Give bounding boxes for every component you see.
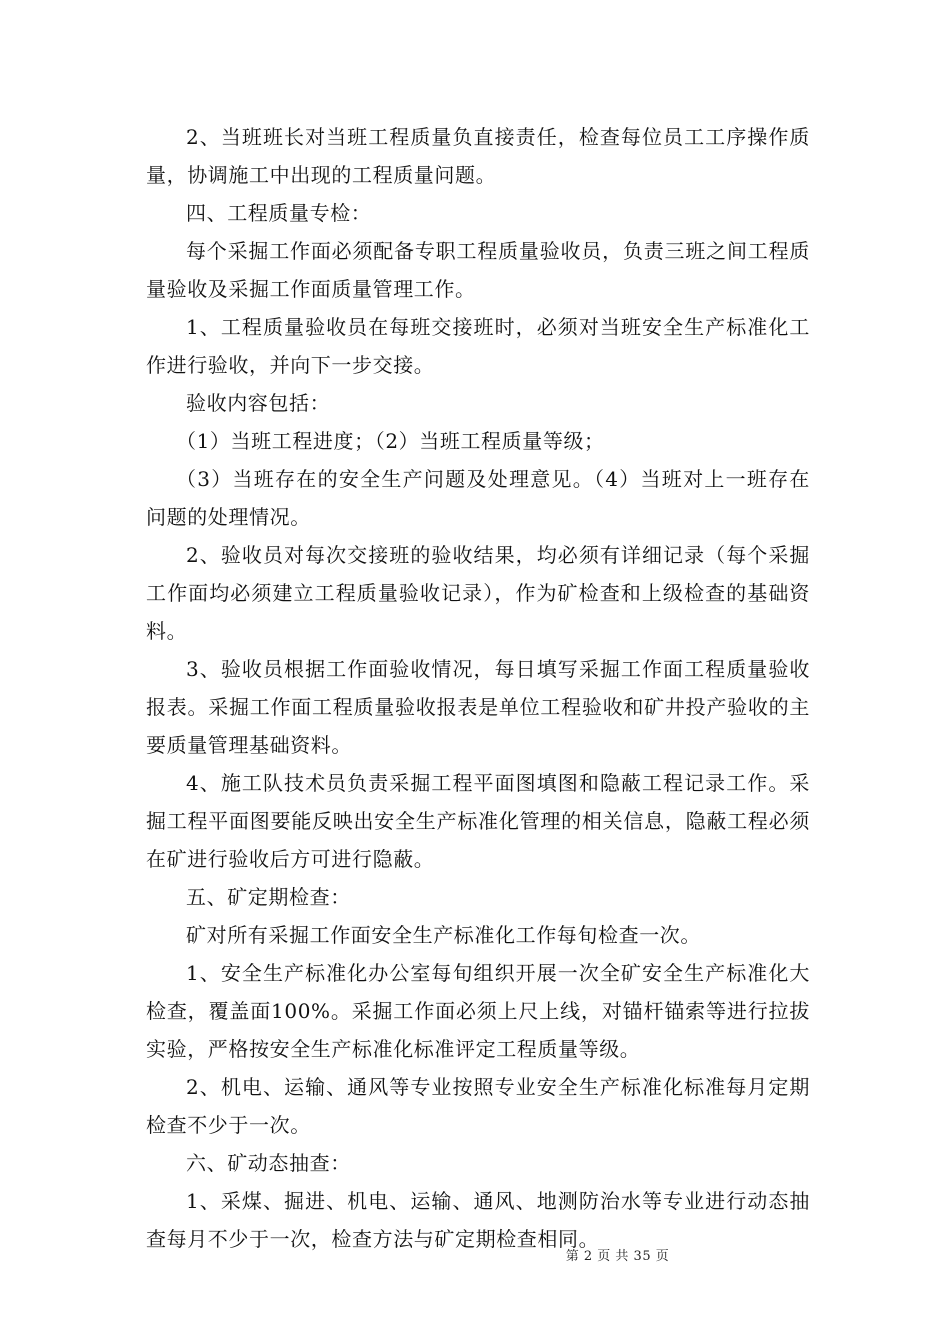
paragraph-shift-leader-responsibility: 2、当班班长对当班工程质量负直接责任，检查每位员工工序操作质量，协调施工中出现的工程质量问题。	[146, 125, 810, 187]
heading-periodic-inspection: 五、矿定期检查：	[186, 885, 351, 909]
heading-dynamic-spot-check: 六、矿动态抽查：	[186, 1151, 351, 1175]
paragraph-ten-day-inspection: 矿对所有采掘工作面安全生产标准化工作每旬检查一次。	[186, 923, 701, 947]
paragraph-technician-drawings: 4、施工队技术员负责采掘工程平面图填图和隐蔽工程记录工作。采掘工程平面图要能反映出安全生产标准化管理的相关信息，隐蔽工程必须在矿进行验收后方可进行隐蔽。	[146, 771, 810, 871]
paragraph-daily-report: 3、验收员根据工作面验收情况，每日填写采掘工作面工程质量验收报表。采掘工作面工程质量验收报表是单位工程验收和矿井投产验收的主要质量管理基础资料。	[146, 657, 810, 757]
paragraph-contents-items-1-2: （1）当班工程进度；（2）当班工程质量等级；	[176, 429, 605, 453]
paragraph-inspector-handover: 1、工程质量验收员在每班交接班时，必须对当班安全生产标准化工作进行验收，并向下一步交接。	[146, 315, 810, 377]
paragraph-monthly-specialty-check: 2、机电、运输、通风等专业按照专业安全生产标准化标准每月定期检查不少于一次。	[146, 1075, 810, 1137]
page-number-footer: 第 2 页 共 35 页	[565, 1249, 670, 1264]
paragraph-dynamic-spot-check: 1、采煤、掘进、机电、运输、通风、地测防治水等专业进行动态抽查每月不少于一次，检查方法与矿定期检查相同。	[146, 1189, 810, 1251]
document-body	[146, 118, 810, 1258]
paragraph-contents-items-3-4: （3）当班存在的安全生产问题及处理意见。（4）当班对上一班存在问题的处理情况。	[146, 467, 810, 529]
heading-quality-inspection: 四、工程质量专检：	[186, 201, 372, 225]
paragraph-inspection-records: 2、验收员对每次交接班的验收结果，均必须有详细记录（每个采掘工作面均必须建立工程质量验收记录），作为矿检查和上级检查的基础资料。	[146, 543, 810, 643]
paragraph-inspection-contents: 验收内容包括：	[186, 391, 331, 415]
paragraph-office-inspection: 1、安全生产标准化办公室每旬组织开展一次全矿安全生产标准化大检查，覆盖面100%。采掘工作面必须上尺上线，对锚杆锚索等进行拉拔实验，严格按安全生产标准化标准评定工程质量等级。	[146, 961, 810, 1061]
paragraph-dedicated-inspector: 每个采掘工作面必须配备专职工程质量验收员，负责三班之间工程质量验收及采掘工作面质量管理工作。	[146, 239, 810, 301]
